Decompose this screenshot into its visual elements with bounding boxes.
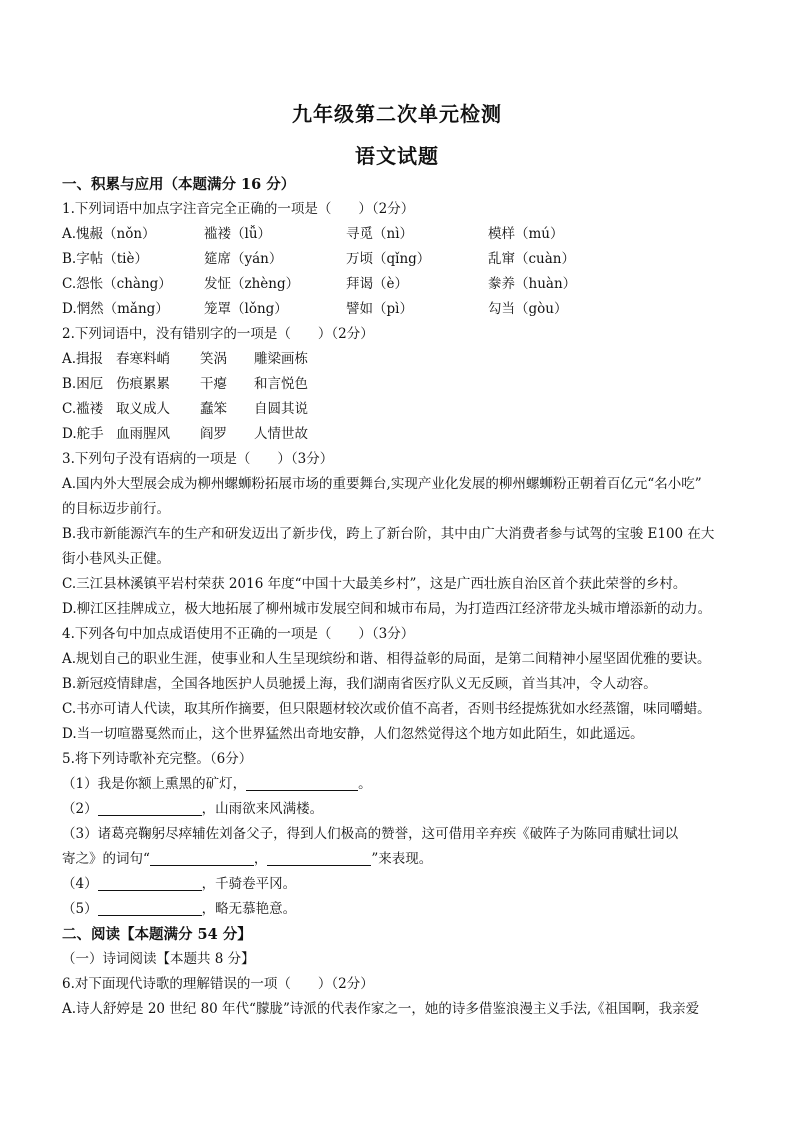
word-item: B.字帖（tiè）	[62, 251, 148, 267]
question-3-option-b: B.我市新能源汽车的生产和研发迈出了新步伐，跨上了新台阶，其中由广大消费者参与试驾的宝骏 E100 在大	[62, 526, 715, 542]
word-item: D.惘然（mǎng）	[62, 301, 169, 317]
item-text: ”来表现。	[371, 851, 433, 867]
question-4-stem: 4.下列各句中加点成语使用不正确的一项是（ ）（3分）	[62, 626, 415, 642]
word-item: 春寒料峭	[116, 351, 170, 367]
word-item: A.愧赧（nǒn）	[62, 226, 156, 242]
answer-blank[interactable]	[98, 899, 202, 916]
answer-blank[interactable]	[267, 849, 371, 866]
section-heading-1: 一、积累与应用（本题满分 16 分）	[62, 176, 296, 193]
answer-blank[interactable]	[150, 849, 254, 866]
word-item: A.揖报	[62, 351, 104, 367]
word-item: D.舵手	[62, 426, 104, 442]
question-1-stem: 1.下列词语中加点字注音完全正确的一项是（ ）（2分）	[62, 201, 415, 217]
answer-blank[interactable]	[98, 799, 202, 816]
item-text: （2）	[62, 801, 98, 817]
word-item: 和言悦色	[254, 376, 308, 392]
word-item: 蠢笨	[200, 401, 227, 417]
question-3-option-d: D.柳江区挂牌成立，极大地拓展了柳州城市发展空间和城市布局，为打造西江经济带龙头城市增添新的动力。	[62, 601, 712, 617]
question-2-stem: 2.下列词语中，没有错别字的一项是（ ）（2分）	[62, 326, 374, 342]
item-text: ，山雨欲来风满楼。	[201, 801, 324, 817]
item-text: 寄之》的词句“	[62, 851, 150, 867]
item-text: ，略无慕艳意。	[201, 901, 297, 917]
question-1-option-b	[62, 247, 742, 272]
word-item: 万顷（qǐng）	[346, 251, 431, 267]
section-heading-2: 二、阅读【本题满分 54 分】	[62, 926, 252, 943]
item-text: ，千骑卷平冈。	[201, 876, 297, 892]
word-item: 自圆其说	[254, 401, 308, 417]
item-text: （1）我是你额上熏黑的矿灯，	[62, 776, 247, 792]
question-5-item-1	[62, 772, 742, 797]
exam-content	[62, 172, 742, 1022]
question-5-item-2	[62, 797, 742, 822]
question-5-item-4	[62, 872, 742, 897]
word-item: 褴褛（lǚ）	[204, 226, 272, 242]
item-text: ，	[253, 851, 268, 867]
word-item: 笑涡	[200, 351, 227, 367]
word-item: 取义成人	[116, 401, 170, 417]
question-2-option-a	[62, 347, 742, 372]
question-3-option-a-cont: 的目标迈步前行。	[62, 501, 170, 517]
question-4-option-a: A.规划自己的职业生涯，使事业和人生呈现缤纷和谐、相得益彰的局面，是第二间精神小屋坚固优雅的要诀。	[62, 651, 711, 667]
question-3-option-a: A.国内外大型展会成为柳州螺蛳粉拓展市场的重要舞台,实现产业化发展的柳州螺蛳粉正朝着百亿元“名小吃”	[62, 476, 702, 492]
word-item: 乱窜（cuàn）	[488, 251, 575, 267]
question-4-option-d: D.当一切喧嚣戛然而止，这个世界猛然出奇地安静，人们忽然觉得这个地方如此陌生，如此遥远。	[62, 726, 644, 742]
word-item: 譬如（pì）	[346, 301, 413, 317]
exam-title: 九年级第二次单元检测	[292, 102, 502, 126]
item-text: （4）	[62, 876, 98, 892]
question-2-option-c	[62, 397, 742, 422]
exam-subtitle: 语文试题	[355, 144, 439, 168]
answer-blank[interactable]	[246, 774, 358, 791]
question-5-item-3-cont	[62, 847, 742, 872]
word-item: 伤痕累累	[116, 376, 170, 392]
word-item: 人情世故	[254, 426, 308, 442]
word-item: 发怔（zhèng）	[204, 276, 300, 292]
question-1-option-a	[62, 222, 742, 247]
question-5-item-3: （3）诸葛亮鞠躬尽瘁辅佐刘备父子，得到人们极高的赞誉，这可借用辛弃疾《破阵子为陈同甫赋壮词以	[62, 826, 679, 842]
word-item: B.困厄	[62, 376, 104, 392]
word-item: 干瘪	[200, 376, 227, 392]
word-item: 血雨腥风	[116, 426, 170, 442]
word-item: 阎罗	[200, 426, 227, 442]
word-item: 勾当（gòu）	[488, 301, 568, 317]
word-item: 笼罩（lǒng）	[204, 301, 288, 317]
word-item: 筵席（yán）	[204, 251, 283, 267]
question-3-stem: 3.下列句子没有语病的一项是（ ）（3分）	[62, 451, 334, 467]
item-text: 。	[358, 776, 372, 792]
word-item: 豢养（huàn）	[488, 276, 577, 292]
word-item: 寻觅（nì）	[346, 226, 414, 242]
answer-blank[interactable]	[98, 874, 202, 891]
question-3-option-b-cont: 街小巷风头正健。	[62, 551, 170, 567]
subsection-heading: （一）诗词阅读【本题共 8 分】	[62, 951, 255, 967]
question-6-option-a: A.诗人舒婷是 20 世纪 80 年代“朦胧”诗派的代表作家之一，她的诗多借鉴浪漫主义手法,《祖国啊，我亲爱	[62, 1001, 700, 1017]
question-1-option-c	[62, 272, 742, 297]
question-3-option-c: C.三江县林溪镇平岩村荣获 2016 年度“中国十大最美乡村”，这是广西壮族自治区首个获此荣誉的乡村。	[62, 576, 687, 592]
question-1-option-d	[62, 297, 742, 322]
question-6-stem: 6.对下面现代诗歌的理解错误的一项（ ）（2分）	[62, 976, 374, 992]
question-4-option-c: C.书亦可请人代读，取其所作摘要，但只限题材较次或价值不高者，否则书经提炼犹如水经蒸馏，味同嚼蜡。	[62, 701, 711, 717]
word-item: C.怨怅（chàng）	[62, 276, 172, 292]
question-4-option-b: B.新冠疫情肆虐，全国各地医护人员驰援上海，我们湖南省医疗队义无反顾，首当其冲，令人动容。	[62, 676, 657, 692]
word-item: 模样（mú）	[488, 226, 564, 242]
question-2-option-b	[62, 372, 742, 397]
item-text: （5）	[62, 901, 98, 917]
question-5-stem: 5.将下列诗歌补充完整。（6分）	[62, 751, 253, 767]
word-item: C.褴褛	[62, 401, 104, 417]
question-2-option-d	[62, 422, 742, 447]
word-item: 拜谒（è）	[346, 276, 408, 292]
question-5-item-5	[62, 897, 742, 922]
word-item: 雕梁画栋	[254, 351, 308, 367]
